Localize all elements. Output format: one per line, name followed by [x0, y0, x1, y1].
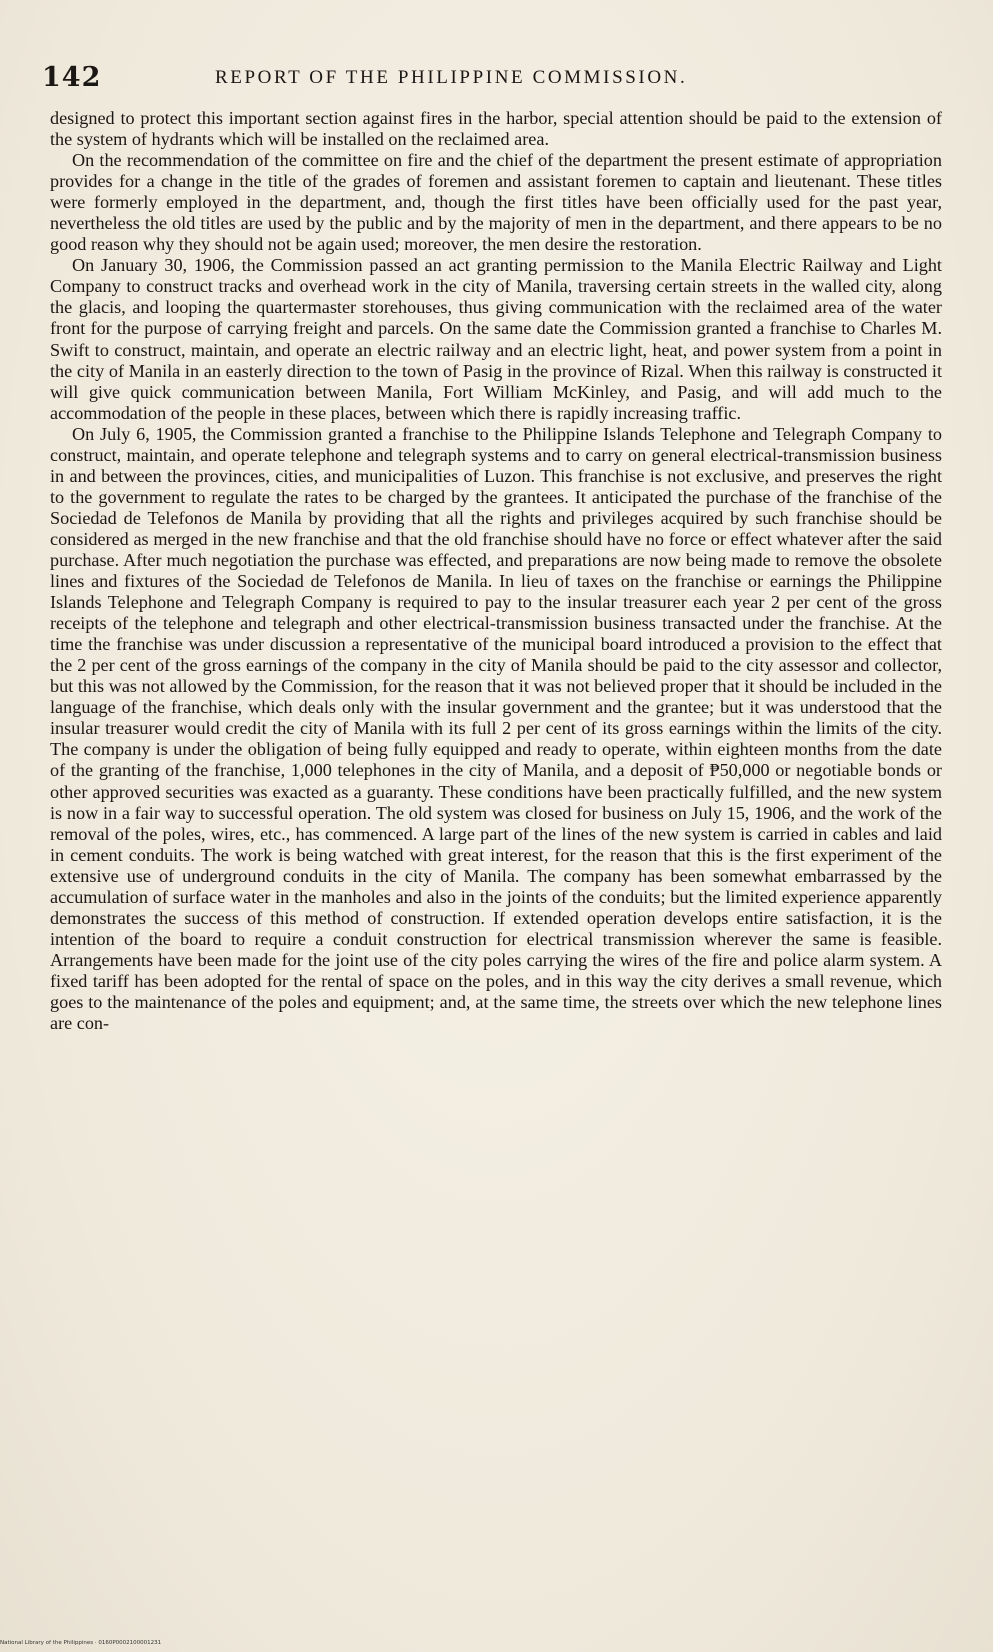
page-header — [40, 62, 950, 102]
paragraph-telephone-franchise: On July 6, 1905, the Commission granted a franchise to the Philippine Islands Telephone and Telegraph Company to construct, maintain, and operate telephone and telegraph systems and to carry on general electrical-transmission business in and between the provinces, cities, and municipalities of Luzon. This franchise is not exclusive, and preserves the right to the government to regulate the rates to be charged by the grantees. It anticipated the purchase of the franchise of the Sociedad de Telefonos de Manila by providing that all the rights and privileges acquired by such franchise should be considered as merged in the new franchise and that the old franchise should have no force or effect whatever after the said purchase. After much negotiation the purchase was effected, and preparations are now being made to remove the obsolete lines and fixtures of the Sociedad de Telefonos de Manila. In lieu of taxes on the franchise or earnings the Philippine Islands Telephone and Telegraph Company is required to pay to the insular treasurer each year 2 per cent of the gross receipts of the telephone and telegraph and other electrical-transmission business transacted under the franchise. At the time the franchise was under discussion a representative of the municipal board introduced a provision to the effect that the 2 per cent of the gross earnings of the company in the city of Manila should be paid to the city assessor and collector, but this was not allowed by the Commission, for the reason that it was not believed proper that it should be included in the language of the franchise, which deals only with the insular government and the grantee; but it was understood that the insular treasurer would credit the city of Manila with its full 2 per cent of its gross earnings within the limits of the city. The company is under the obligation of being fully equipped and ready to operate, within eighteen months from the date of the granting of the franchise, 1,000 telephones in the city of Manila, and a deposit of ₱50,000 or negotiable bonds or other approved securities was exacted as a guaranty. These conditions have been practically fulfilled, and the new system is now in a fair way to successful operation. The old system was closed for business on July 15, 1906, and the work of the removal of the poles, wires, etc., has commenced. A large part of the lines of the new system is carried in cables and laid in cement conduits. The work is being watched with great interest, for the reason that this is the first experiment of the extensive use of underground conduits in the city of Manila. The company has been somewhat embarrassed by the accumulation of surface water in the manholes and also in the joints of the conduits; but the limited experience apparently demonstrates the success of this method of construction. If extended operation develops entire satisfaction, it is the intention of the board to require a conduit construction for electrical transmission wherever the same is feasible. Arrangements have been made for the joint use of the city poles carrying the wires of the fire and police alarm system. A fixed tariff has been adopted for the rental of space on the poles, and in this way the city derives a small revenue, which goes to the maintenance of the poles and equipment; and, at the same time, the streets over which the new telephone lines are con- — [50, 423, 942, 1034]
page-number: 142 — [42, 62, 102, 93]
body-text — [50, 108, 942, 1034]
running-head: REPORT OF THE PHILIPPINE COMMISSION. — [215, 67, 688, 88]
paragraph-continuation: designed to protect this important section against fires in the harbor, special attention should be paid to the extension of the system of hydrants which will be installed on the reclaimed area. — [50, 108, 942, 150]
paragraph-fire-titles: On the recommendation of the committee on fire and the chief of the department the present estimate of appropriation provides for a change in the title of the grades of foremen and assistant foremen to captain and lieutenant. These titles were formerly employed in the department, and, though the first titles have been officially used for the past year, nevertheless the old titles are used by the public and by the majority of men in the department, and there appears to be no good reason why they should not be again used; moreover, the men desire the restoration. — [50, 150, 942, 255]
scan-credit: National Library of the Philippines · 0160P0002100001231 — [0, 1640, 162, 1646]
paragraph-railway-franchise: On January 30, 1906, the Commission passed an act granting permission to the Manila Electric Railway and Light Company to construct tracks and overhead work in the city of Manila, traversing certain streets in the walled city, along the glacis, and looping the quartermaster storehouses, thus giving communication with the reclaimed area of the water front for the purpose of carrying freight and parcels. On the same date the Commission granted a franchise to Charles M. Swift to construct, maintain, and operate an electric railway and an electric light, heat, and power system from a point in the city of Manila in an easterly direction to the town of Pasig in the province of Rizal. When this railway is constructed it will give quick communication between Manila, Fort William McKinley, and Pasig, and will add much to the accommodation of the people in these places, between which there is rapidly increasing traffic. — [50, 255, 942, 423]
